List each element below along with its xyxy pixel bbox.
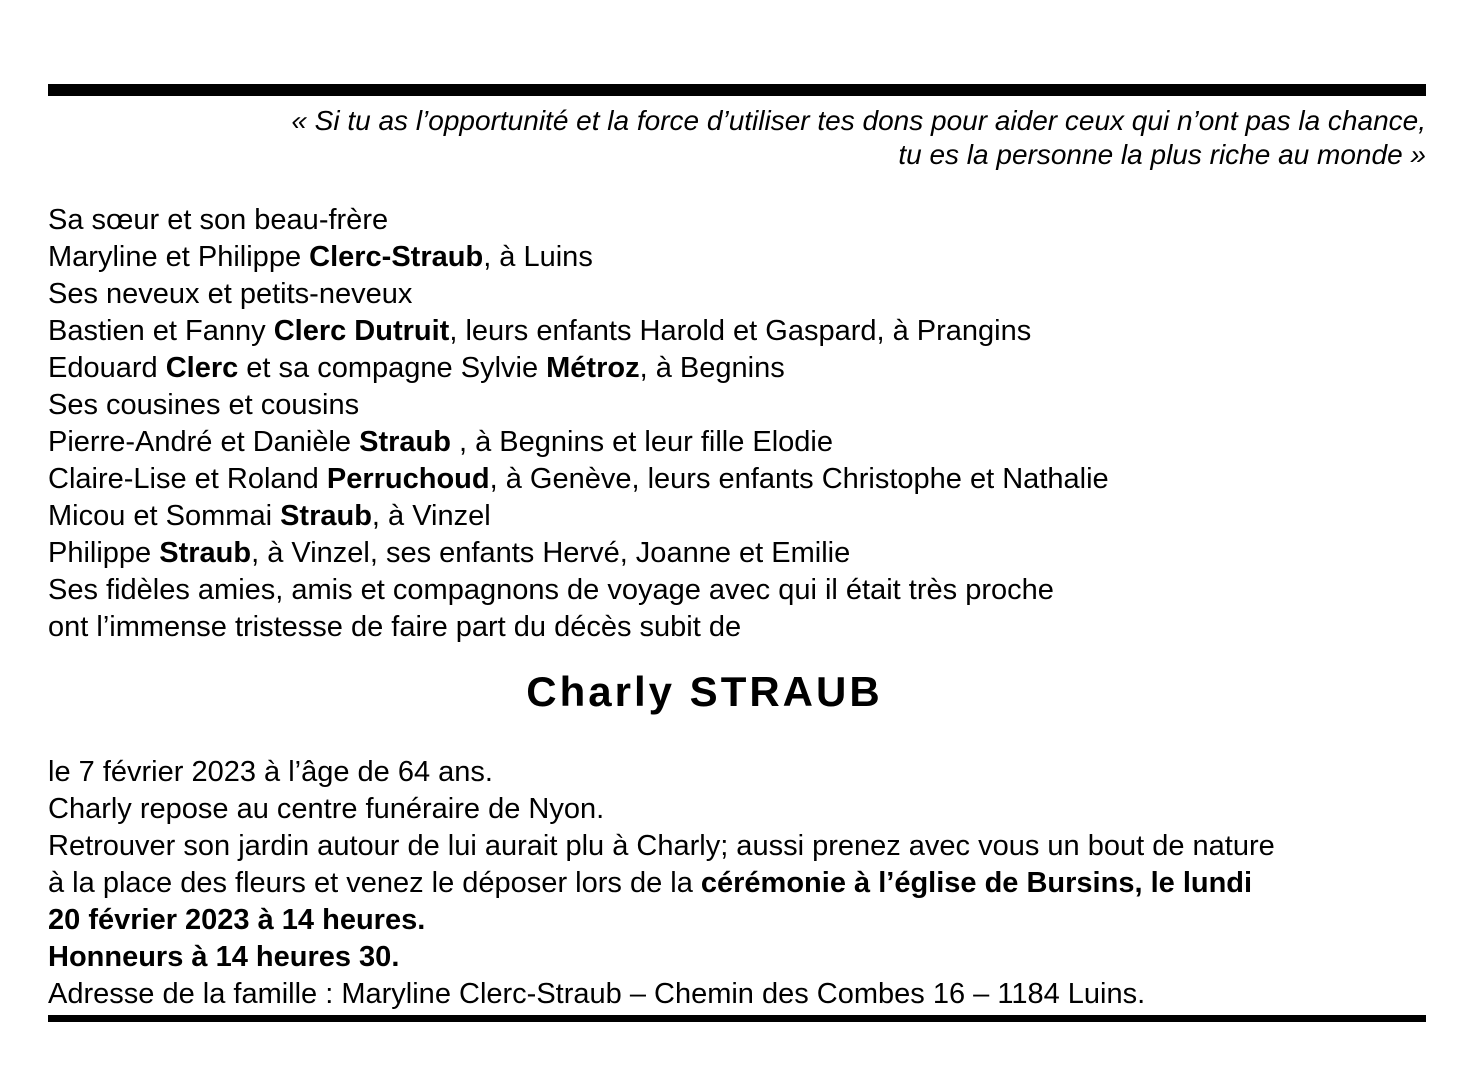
text: Bastien et Fanny: [48, 315, 274, 347]
detail-line: [48, 976, 1426, 1013]
text: Charly repose au centre funéraire de Nyon.: [48, 793, 605, 825]
deceased-name: Charly STRAUB: [526, 668, 883, 715]
family-line: [48, 424, 1426, 461]
emphasized-text: Honneurs à 14 heures 30.: [48, 941, 400, 973]
text: Maryline et Philippe: [48, 241, 310, 273]
family-line: [48, 276, 1426, 313]
emphasized-text: Perruchoud: [326, 463, 490, 495]
emphasized-text: Clerc Dutruit: [273, 315, 450, 347]
quote-line-1: « Si tu as l’opportunité et la force d’utiliser tes dons pour aider ceux qui n’ont pas la chance,: [291, 105, 1426, 136]
emphasized-text: Straub: [359, 426, 451, 458]
text: ont l’immense tristesse de faire part du décès subit de: [48, 611, 742, 643]
text: , à Begnins et leur fille Elodie: [450, 426, 834, 458]
detail-line: [48, 828, 1426, 865]
text: Ses cousines et cousins: [48, 389, 360, 421]
announcement-details: [48, 754, 1426, 1013]
text: Philippe: [48, 537, 160, 569]
text: , à Vinzel, ses enfants Hervé, Joanne et Emilie: [251, 537, 851, 569]
text: , à Begnins: [639, 352, 785, 384]
text: , à Vinzel: [371, 500, 491, 532]
bottom-divider: [48, 1015, 1426, 1022]
emphasized-text: Métroz: [546, 352, 640, 384]
emphasized-text: 20 février 2023 à 14 heures.: [48, 904, 426, 936]
family-line: [48, 461, 1426, 498]
text: Claire-Lise et Roland: [48, 463, 327, 495]
emphasized-text: Clerc: [165, 352, 239, 384]
detail-line: [48, 939, 1426, 976]
obituary-content: [48, 84, 1426, 1022]
family-list: [48, 202, 1426, 646]
text: et sa compagne Sylvie: [238, 352, 547, 384]
detail-line: [48, 754, 1426, 791]
family-line: [48, 498, 1426, 535]
family-line: [48, 572, 1426, 609]
family-line: [48, 609, 1426, 646]
text: Retrouver son jardin autour de lui aurait plu à Charly; aussi prenez avec vous un bout de nature: [48, 830, 1275, 862]
text: Micou et Sommai: [48, 500, 281, 532]
text: à la place des fleurs et venez le déposer lors de la: [48, 867, 701, 899]
family-line: [48, 239, 1426, 276]
detail-line: [48, 791, 1426, 828]
text: Pierre-André et Danièle: [48, 426, 360, 458]
text: , leurs enfants Harold et Gaspard, à Prangins: [449, 315, 1032, 347]
text: , à Genève, leurs enfants Christophe et Nathalie: [489, 463, 1109, 495]
text: Adresse de la famille : Maryline Clerc-Straub – Chemin des Combes 16 – 1184 Luins.: [48, 978, 1146, 1010]
text: Sa sœur et son beau-frère: [48, 204, 389, 236]
family-line: [48, 313, 1426, 350]
text: le 7 février 2023 à l’âge de 64 ans.: [48, 756, 493, 788]
text: Edouard: [48, 352, 166, 384]
emphasized-text: Straub: [280, 500, 372, 532]
detail-line: [48, 902, 1426, 939]
text: Ses neveux et petits-neveux: [48, 278, 413, 310]
family-line: [48, 387, 1426, 424]
text: Ses fidèles amies, amis et compagnons de voyage avec qui il était très proche: [48, 574, 1054, 606]
family-line: [48, 202, 1426, 239]
quote-line-2: tu es la personne la plus riche au monde »: [898, 139, 1426, 170]
memorial-quote: [48, 104, 1426, 172]
family-line: [48, 350, 1426, 387]
emphasized-text: Clerc-Straub: [309, 241, 484, 273]
family-line: [48, 535, 1426, 572]
top-divider: [48, 84, 1426, 96]
emphasized-text: Straub: [159, 537, 252, 569]
detail-line: [48, 865, 1426, 902]
emphasized-text: cérémonie à l’église de Bursins, le lundi: [700, 867, 1253, 899]
text: , à Luins: [483, 241, 593, 273]
